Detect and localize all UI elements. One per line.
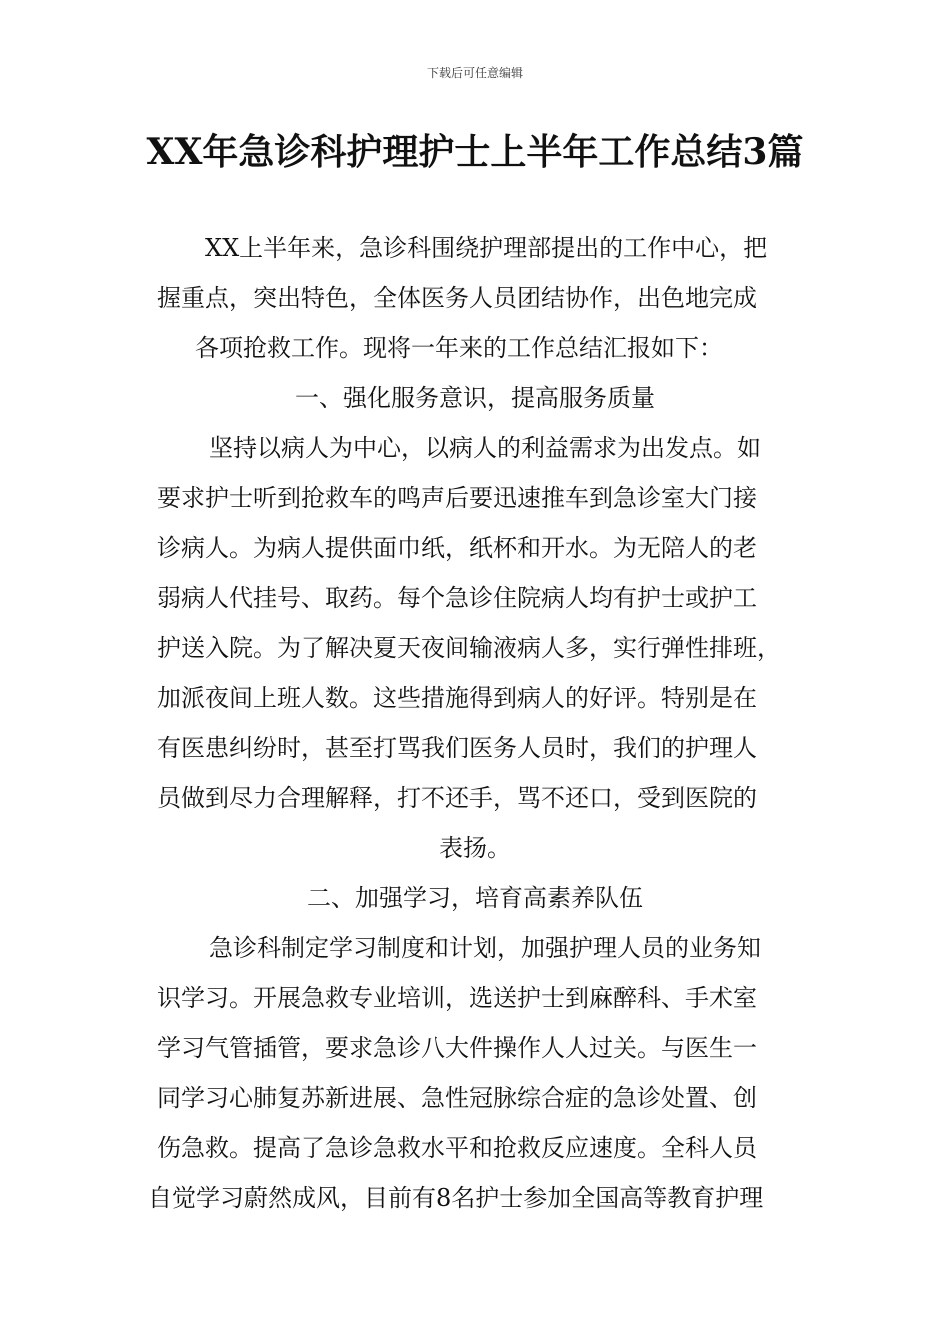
body-line: 坚持以病人为中心，以病人的利益需求为出发点。如 [209,434,761,462]
body-line: 要求护士听到抢救车的鸣声后要迅速推车到急诊室大门接 [157,484,757,512]
body-line: 识学习。开展急救专业培训，选送护士到麻醉科、手术室 [157,984,757,1012]
body-line: XX上半年来，急诊科围绕护理部提出的工作中心，把 [205,234,768,262]
section-heading: 一、强化服务意识，提高服务质量 [295,384,655,412]
body-line: 各项抢救工作。现将一年来的工作总结汇报如下： [195,334,723,362]
body-line: 同学习心肺复苏新进展、急性冠脉综合症的急诊处置、创 [157,1084,757,1112]
body-line: 有医患纠纷时，甚至打骂我们医务人员时，我们的护理人 [157,734,757,762]
body-line: 学习气管插管，要求急诊八大件操作人人过关。与医生一 [157,1034,757,1062]
body-line: 员做到尽力合理解释，打不还手，骂不还口，受到医院的 [157,784,757,812]
body-line: 伤急救。提高了急诊急救水平和抢救反应速度。全科人员 [157,1134,757,1162]
body-line: 急诊科制定学习制度和计划，加强护理人员的业务知 [209,934,761,962]
body-line: 诊病人。为病人提供面巾纸，纸杯和开水。为无陪人的老 [157,534,757,562]
body-line: 表扬。 [439,834,511,862]
body-line: 握重点，突出特色，全体医务人员团结协作，出色地完成 [157,284,757,312]
document-title: XX年急诊科护理护士上半年工作总结3篇 [146,131,804,173]
header-note: 下载后可任意编辑 [426,66,523,80]
body-line: 弱病人代挂号、取药。每个急诊住院病人均有护士或护工 [157,584,757,612]
section-heading: 二、加强学习，培育高素养队伍 [307,884,643,912]
body-line: 加派夜间上班人数。这些措施得到病人的好评。特别是在 [157,684,757,712]
body-line: 护送入院。为了解决夏天夜间输液病人多，实行弹性排班， [157,634,781,662]
body-line: 自觉学习蔚然成风，目前有8名护士参加全国高等教育护理 [148,1184,764,1212]
